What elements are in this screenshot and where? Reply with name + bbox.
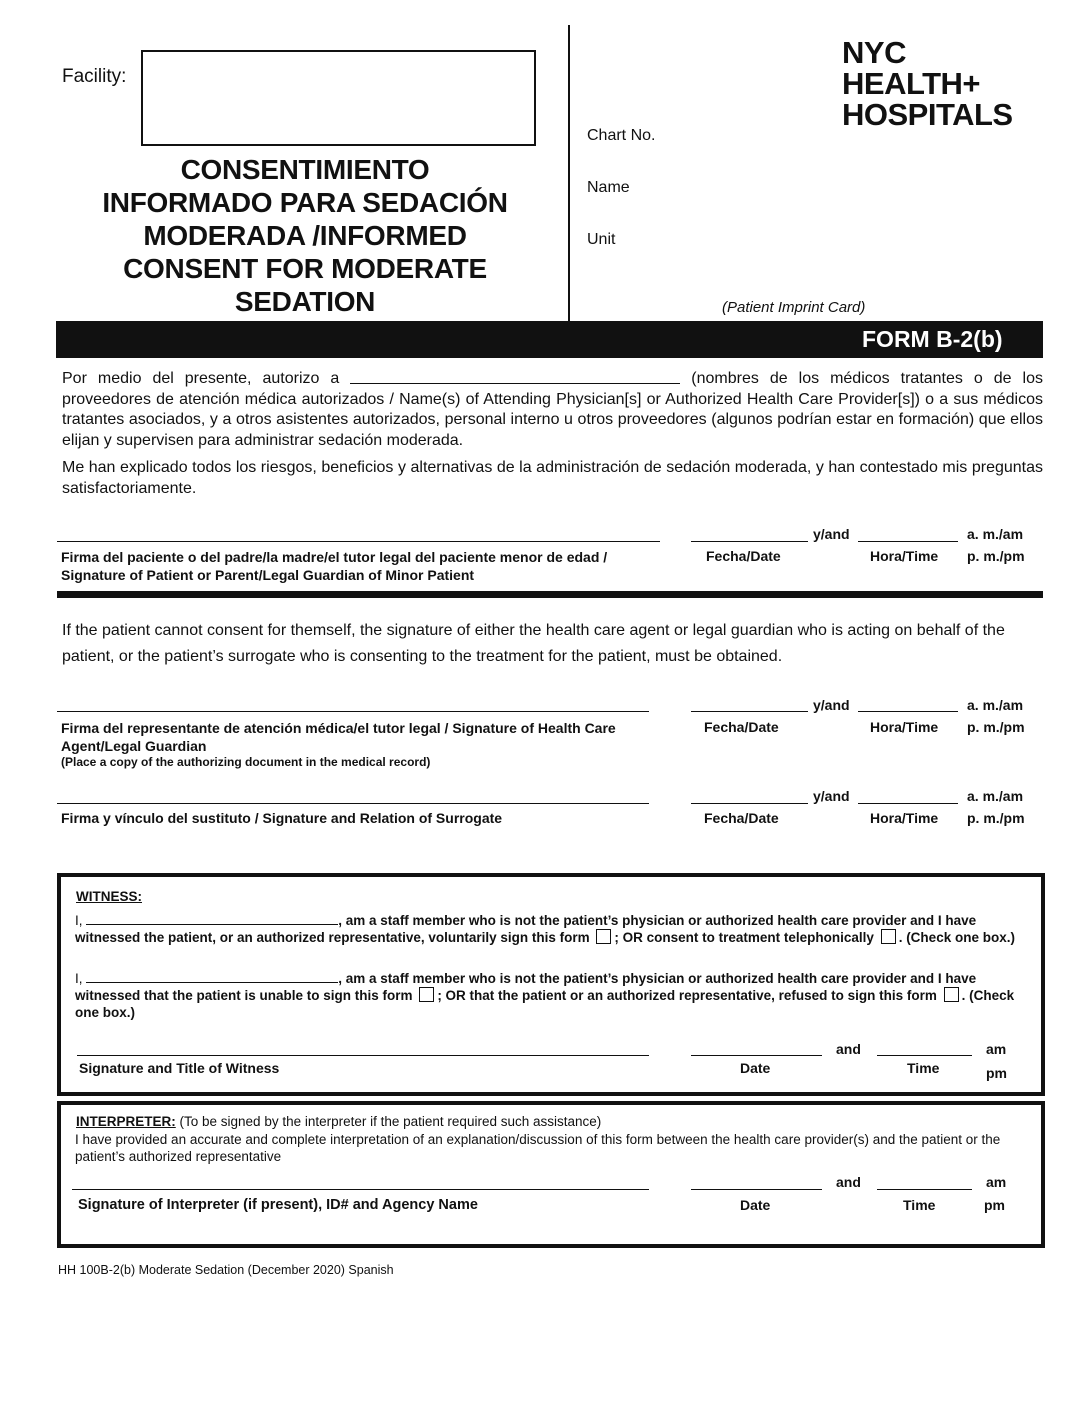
date-line[interactable] [691,541,808,542]
am-label: am [986,1174,1007,1190]
am-label: am [986,1041,1007,1057]
form-footer: HH 100B-2(b) Moderate Sedation (December 2020) Spanish [58,1263,394,1277]
date-label: Fecha/Date [704,719,779,735]
consent-paragraph: Por medio del presente, autorizo a (nombres de los médicos tratantes o de los proveedores de atención médica autorizados / Name(s) of Attending Physician[s] or Authorized Health Care Provider[s]) o a sus médicos tratantes asociados, y a otros asistentes autorizados, personal interno u otros proveedores (algunos podrían estar en formación) que ellos elijan y supervisen para administrar sedación moderada. [62,370,1044,449]
am-label: a. m./am [967,697,1024,713]
unable-to-sign-checkbox[interactable] [419,987,434,1002]
interpreter-statement: I have provided an accurate and complete interpretation of an explanation/discussion of this form between the health care provider(s) and the patient or the patient’s authorized representative [75,1132,1001,1164]
time-label: Hora/Time [870,719,939,735]
interpreter-date-line[interactable] [691,1189,822,1190]
facility-field[interactable] [141,50,536,146]
header-divider [568,25,570,321]
witness-statement-2: I, , am a staff member who is not the patient’s physician or authorized health care provider and I have witnessed that the patient is unable to sign this form ; OR that the patient or an authorized representative, refused to sign this form . (Check one box.) [75,971,1015,1020]
interpreter-signature-label: Signature of Interpreter (if present), ID# and Agency Name [78,1197,478,1213]
patient-signature-line[interactable] [57,541,660,542]
and-label: and [836,1041,861,1057]
imprint-card-label: (Patient Imprint Card) [722,299,866,316]
y-and-label: y/and [813,788,850,804]
witness-signature-label: Signature and Title of Witness [79,1060,280,1076]
pm-label: p. m./pm [967,548,1025,564]
agent-signature-line[interactable] [57,711,649,712]
explanation-paragraph: Me han explicado todos los riesgos, beneficios y alternativas de la administración de sedación moderada, y han contestado mis preguntas satisfactoriamente. [62,459,1043,497]
surrogate-signature-line[interactable] [57,803,649,804]
and-label: and [836,1174,861,1190]
surrogate-note: If the patient cannot consent for themself, the signature of either the health care agent or legal guardian who is acting on behalf of the patient, or the patient’s surrogate who is consenting to the treatment for the patient, must be obtained. [62,622,1005,665]
title-line: MODERADA /INFORMED [143,220,467,251]
date-line[interactable] [691,803,808,804]
time-line[interactable] [858,541,958,542]
time-label: Time [907,1060,940,1076]
witness-time-line[interactable] [877,1055,972,1056]
physician-names-field[interactable] [350,369,680,384]
interpreter-time-line[interactable] [877,1189,972,1190]
voluntary-sign-checkbox[interactable] [596,929,611,944]
unit-label: Unit [587,231,616,248]
form-title [60,153,550,318]
refused-to-sign-checkbox[interactable] [944,987,959,1002]
date-label: Date [740,1060,771,1076]
name-label: Name [587,179,630,196]
witness-signature-line[interactable] [77,1055,649,1056]
interpreter-heading: INTERPRETER: [76,1114,176,1129]
interpreter-signature-line[interactable] [72,1189,649,1190]
witness-date-line[interactable] [691,1055,822,1056]
time-label: Hora/Time [870,548,939,564]
title-line: CONSENT FOR MODERATE [123,253,487,284]
witness-name-field[interactable] [86,970,338,983]
agent-signature-label: Firma del representante de atención médica/el tutor legal / Signature of Health Care Agent/Legal Guardian [61,720,616,754]
date-label: Date [740,1197,771,1213]
title-line: SEDATION [234,286,376,317]
telephonic-consent-checkbox[interactable] [881,929,896,944]
nyc-health-hospitals-logo: NYC HEALTH+ HOSPITALS [842,35,1013,132]
pm-label: p. m./pm [967,719,1025,735]
time-line[interactable] [858,711,958,712]
witness-name-field[interactable] [86,912,338,925]
am-label: a. m./am [967,788,1024,804]
witness-heading: WITNESS: [76,889,142,904]
pm-label: pm [986,1065,1007,1081]
section-divider [57,591,1043,598]
form-id: FORM B-2(b) [862,326,1003,352]
surrogate-signature-label: Firma y vínculo del sustituto / Signature and Relation of Surrogate [61,810,503,826]
y-and-label: y/and [813,697,850,713]
title-line: CONSENTIMIENTO [180,154,430,185]
chart-number-label: Chart No. [587,127,656,144]
time-label: Hora/Time [870,810,939,826]
pm-label: pm [984,1197,1005,1213]
time-line[interactable] [858,803,958,804]
patient-signature-label: Firma del paciente o del padre/la madre/el tutor legal del paciente menor de edad / Signature of Patient or Parent/Legal Guardian of Minor Patient [61,549,608,583]
date-line[interactable] [691,711,808,712]
date-label: Fecha/Date [706,548,781,564]
witness-statement-1: I, , am a staff member who is not the patient’s physician or authorized health care provider and I have witnessed the patient, or an authorized representative, voluntarily sign this form ; OR consent to treatment telephonically . (Check one box.) [75,913,1015,945]
interpreter-heading-row: INTERPRETER: (To be signed by the interpreter if the patient required such assistance) [76,1114,602,1129]
facility-label: Facility: [62,66,127,87]
time-label: Time [903,1197,936,1213]
date-label: Fecha/Date [704,810,779,826]
authorizing-document-note: (Place a copy of the authorizing document in the medical record) [61,755,431,769]
am-label: a. m./am [967,526,1024,542]
pm-label: p. m./pm [967,810,1025,826]
y-and-label: y/and [813,526,850,542]
title-line: INFORMADO PARA SEDACIÓN [102,187,508,218]
